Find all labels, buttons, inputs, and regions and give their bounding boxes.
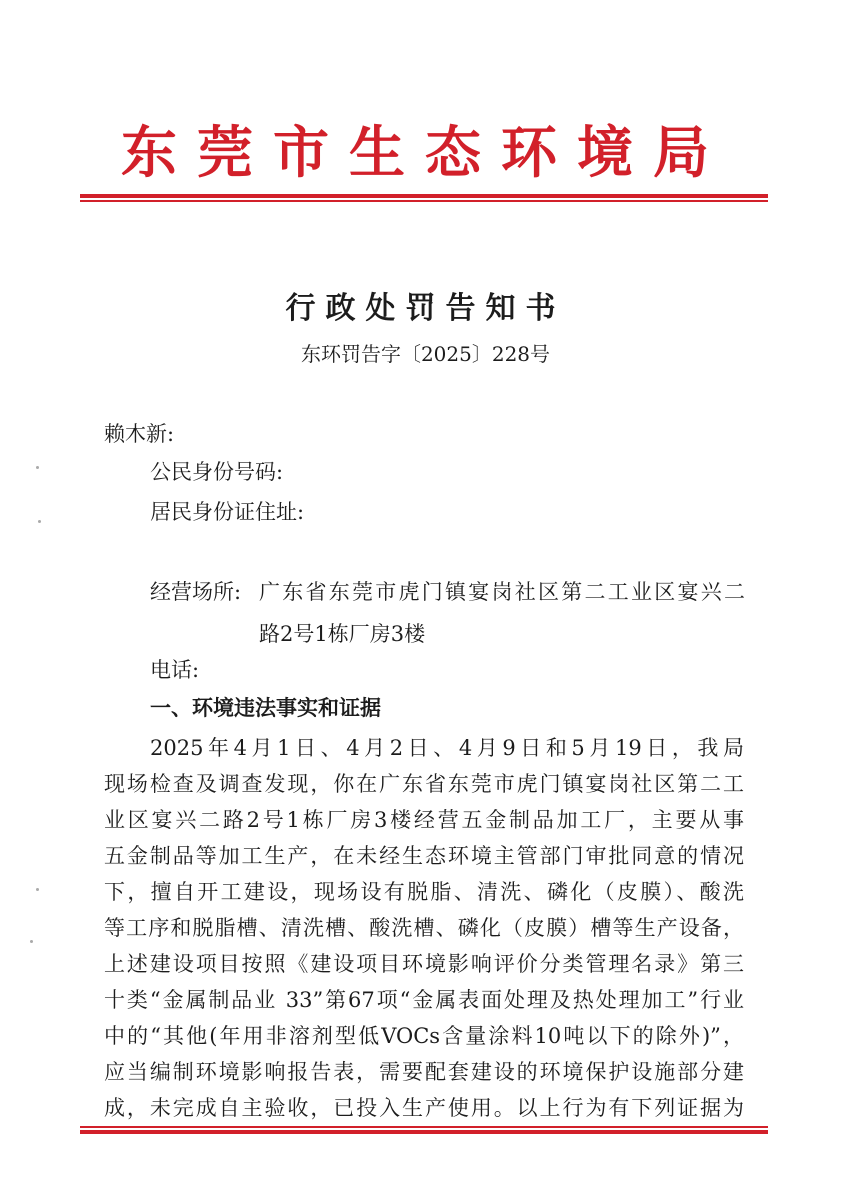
footer-red-rule-thick bbox=[80, 1130, 768, 1134]
paragraph-line: 现场检查及调查发现，你在广东省东莞市虎门镇宴岗社区第二工 bbox=[104, 772, 744, 796]
paragraph-line: 中的“其他(年用非溶剂型低VOCs含量涂料10吨以下的除外)”， bbox=[104, 1024, 744, 1048]
footer-red-rule-thin bbox=[80, 1126, 768, 1128]
paragraph-line: 应当编制环境影响报告表，需要配套建设的环境保护设施部分建 bbox=[104, 1060, 744, 1084]
paragraph-line: 十类“金属制品业 33”第67项“金属表面处理及热处理加工”行业 bbox=[104, 988, 744, 1012]
business-premises-address-line2: 路2号1栋厂房3楼 bbox=[259, 622, 426, 646]
scan-speck bbox=[38, 520, 41, 523]
header-red-rule-thick bbox=[80, 194, 768, 198]
paragraph-line: 等工序和脱脂槽、清洗槽、酸洗槽、磷化（皮膜）槽等生产设备， bbox=[104, 916, 744, 940]
section-heading-violation-facts: 一、环境违法事实和证据 bbox=[150, 696, 381, 720]
phone-label: 电话: bbox=[150, 658, 200, 682]
paragraph-line: 五金制品等加工生产，在未经生态环境主管部门审批同意的情况 bbox=[104, 844, 744, 868]
business-premises-label: 经营场所: bbox=[150, 580, 242, 604]
scan-speck bbox=[30, 940, 33, 943]
business-premises-address-line1: 广东省东莞市虎门镇宴岗社区第二工业区宴兴二 bbox=[259, 580, 745, 604]
paragraph-line: 下，擅自开工建设，现场设有脱脂、清洗、磷化（皮膜）、酸洗 bbox=[104, 880, 744, 904]
paragraph-line: 成，未完成自主验收，已投入生产使用。以上行为有下列证据为 bbox=[104, 1096, 744, 1120]
agency-header-title: 东莞市生态环境局 bbox=[121, 120, 729, 186]
document-title: 行政处罚告知书 bbox=[285, 291, 566, 326]
document-number: 东环罚告字〔2025〕228号 bbox=[300, 342, 551, 366]
header-red-rule-thin bbox=[80, 200, 768, 202]
scan-speck bbox=[36, 888, 39, 891]
paragraph-line: 上述建设项目按照《建设项目环境影响评价分类管理名录》第三 bbox=[104, 952, 744, 976]
scan-speck bbox=[36, 466, 39, 469]
paragraph-line: 业区宴兴二路2号1栋厂房3楼经营五金制品加工厂，主要从事 bbox=[104, 808, 744, 832]
id-number-label: 公民身份号码: bbox=[150, 460, 284, 484]
party-name: 赖木新: bbox=[104, 422, 175, 446]
paragraph-line: 2025年4月1日、4月2日、4月9日和5月19日，我局 bbox=[150, 736, 744, 760]
id-address-label: 居民身份证住址: bbox=[150, 500, 305, 524]
